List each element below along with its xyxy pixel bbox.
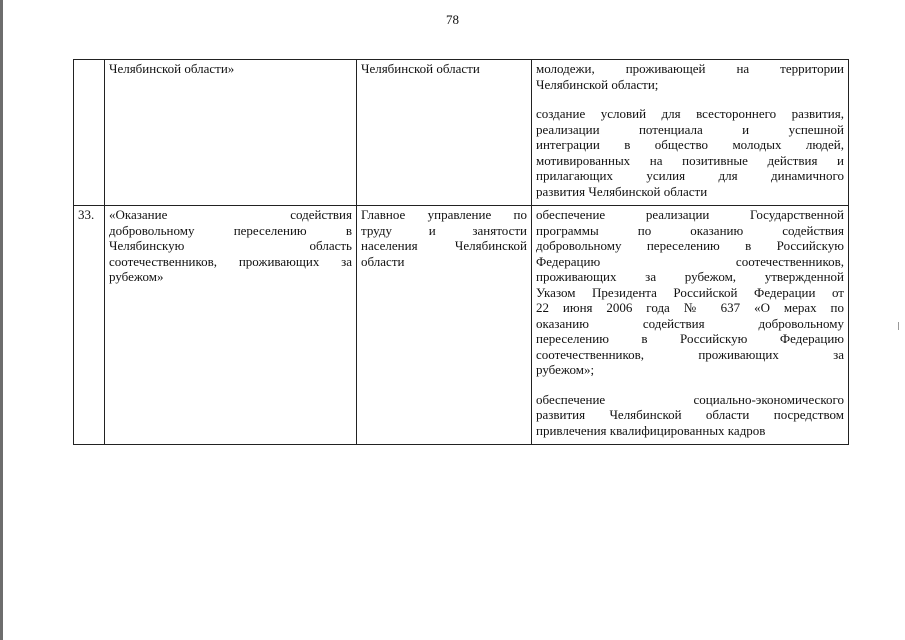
text-line: добровольному переселению в [109,222,352,238]
program-name-cell [105,206,357,445]
text-line: Челябинской области» [109,61,235,76]
text-line: реализации потенциала и успешной [536,121,844,137]
executor-cell [357,60,532,206]
text-line: Главное управление по [361,207,527,222]
row-number-cell [74,60,105,206]
text-line: оказанию содействия добровольному [536,315,844,331]
text-line: обеспечение социально-экономического [536,391,844,407]
text-line: Челябинскую область [109,238,352,253]
text-line: мотивированных на позитивные действия и [536,152,844,168]
text-line: Указом Президента Российской Федерации от [536,284,844,300]
page-number: 78 [446,12,459,27]
text-line: молодежи, проживающей на территории [536,61,844,76]
text-line: программы по оказанию содействия [536,222,844,238]
text-line: Челябинской области [361,61,480,76]
goal-paragraph [536,207,844,378]
text-line: развития Челябинской области посредством [536,407,844,422]
text-line: соотечественников, проживающих за [109,253,352,269]
goal-paragraph [536,61,844,92]
text-line: прилагающих усилия для динамичного [536,168,844,183]
text-line: труду и занятости [361,222,527,238]
text-line: обеспечение реализации Государственной [536,207,844,222]
text-line: развития Челябинской области [536,183,708,199]
text-line: переселению в Российскую Федерацию [536,331,844,346]
margin-mark [898,322,899,330]
text-line: области [361,253,405,269]
text-line: рубежом»; [536,362,595,377]
program-name-cell [105,60,357,206]
text-line: интеграции в общество молодых людей, [536,137,844,152]
text-line: рубежом» [109,269,164,284]
goal-paragraph [536,106,844,199]
text-line: Челябинской области; [536,76,659,92]
row-number-cell: 33. [74,206,105,445]
text-line: привлечения квалифицированных кадров [536,422,766,438]
table-row [74,206,849,445]
goal-paragraph [536,392,844,439]
text-line: «Оказание содействия [109,207,352,222]
scan-edge [0,0,3,640]
text-line: населения Челябинской [361,238,527,253]
text-line: проживающих за рубежом, утвержденной [536,269,844,284]
table-row [74,60,849,206]
text-line: 22 июня 2006 года № 637 «О мерах по [536,300,844,315]
goals-cell [532,206,849,445]
goals-cell [532,60,849,206]
text-line: Федерацию соотечественников, [536,253,844,269]
text-line: добровольному переселению в Российскую [536,238,844,253]
text-line: создание условий для всестороннего развития, [536,106,844,121]
executor-cell [357,206,532,445]
programs-table [73,59,849,445]
text-line: соотечественников, проживающих за [536,346,844,362]
